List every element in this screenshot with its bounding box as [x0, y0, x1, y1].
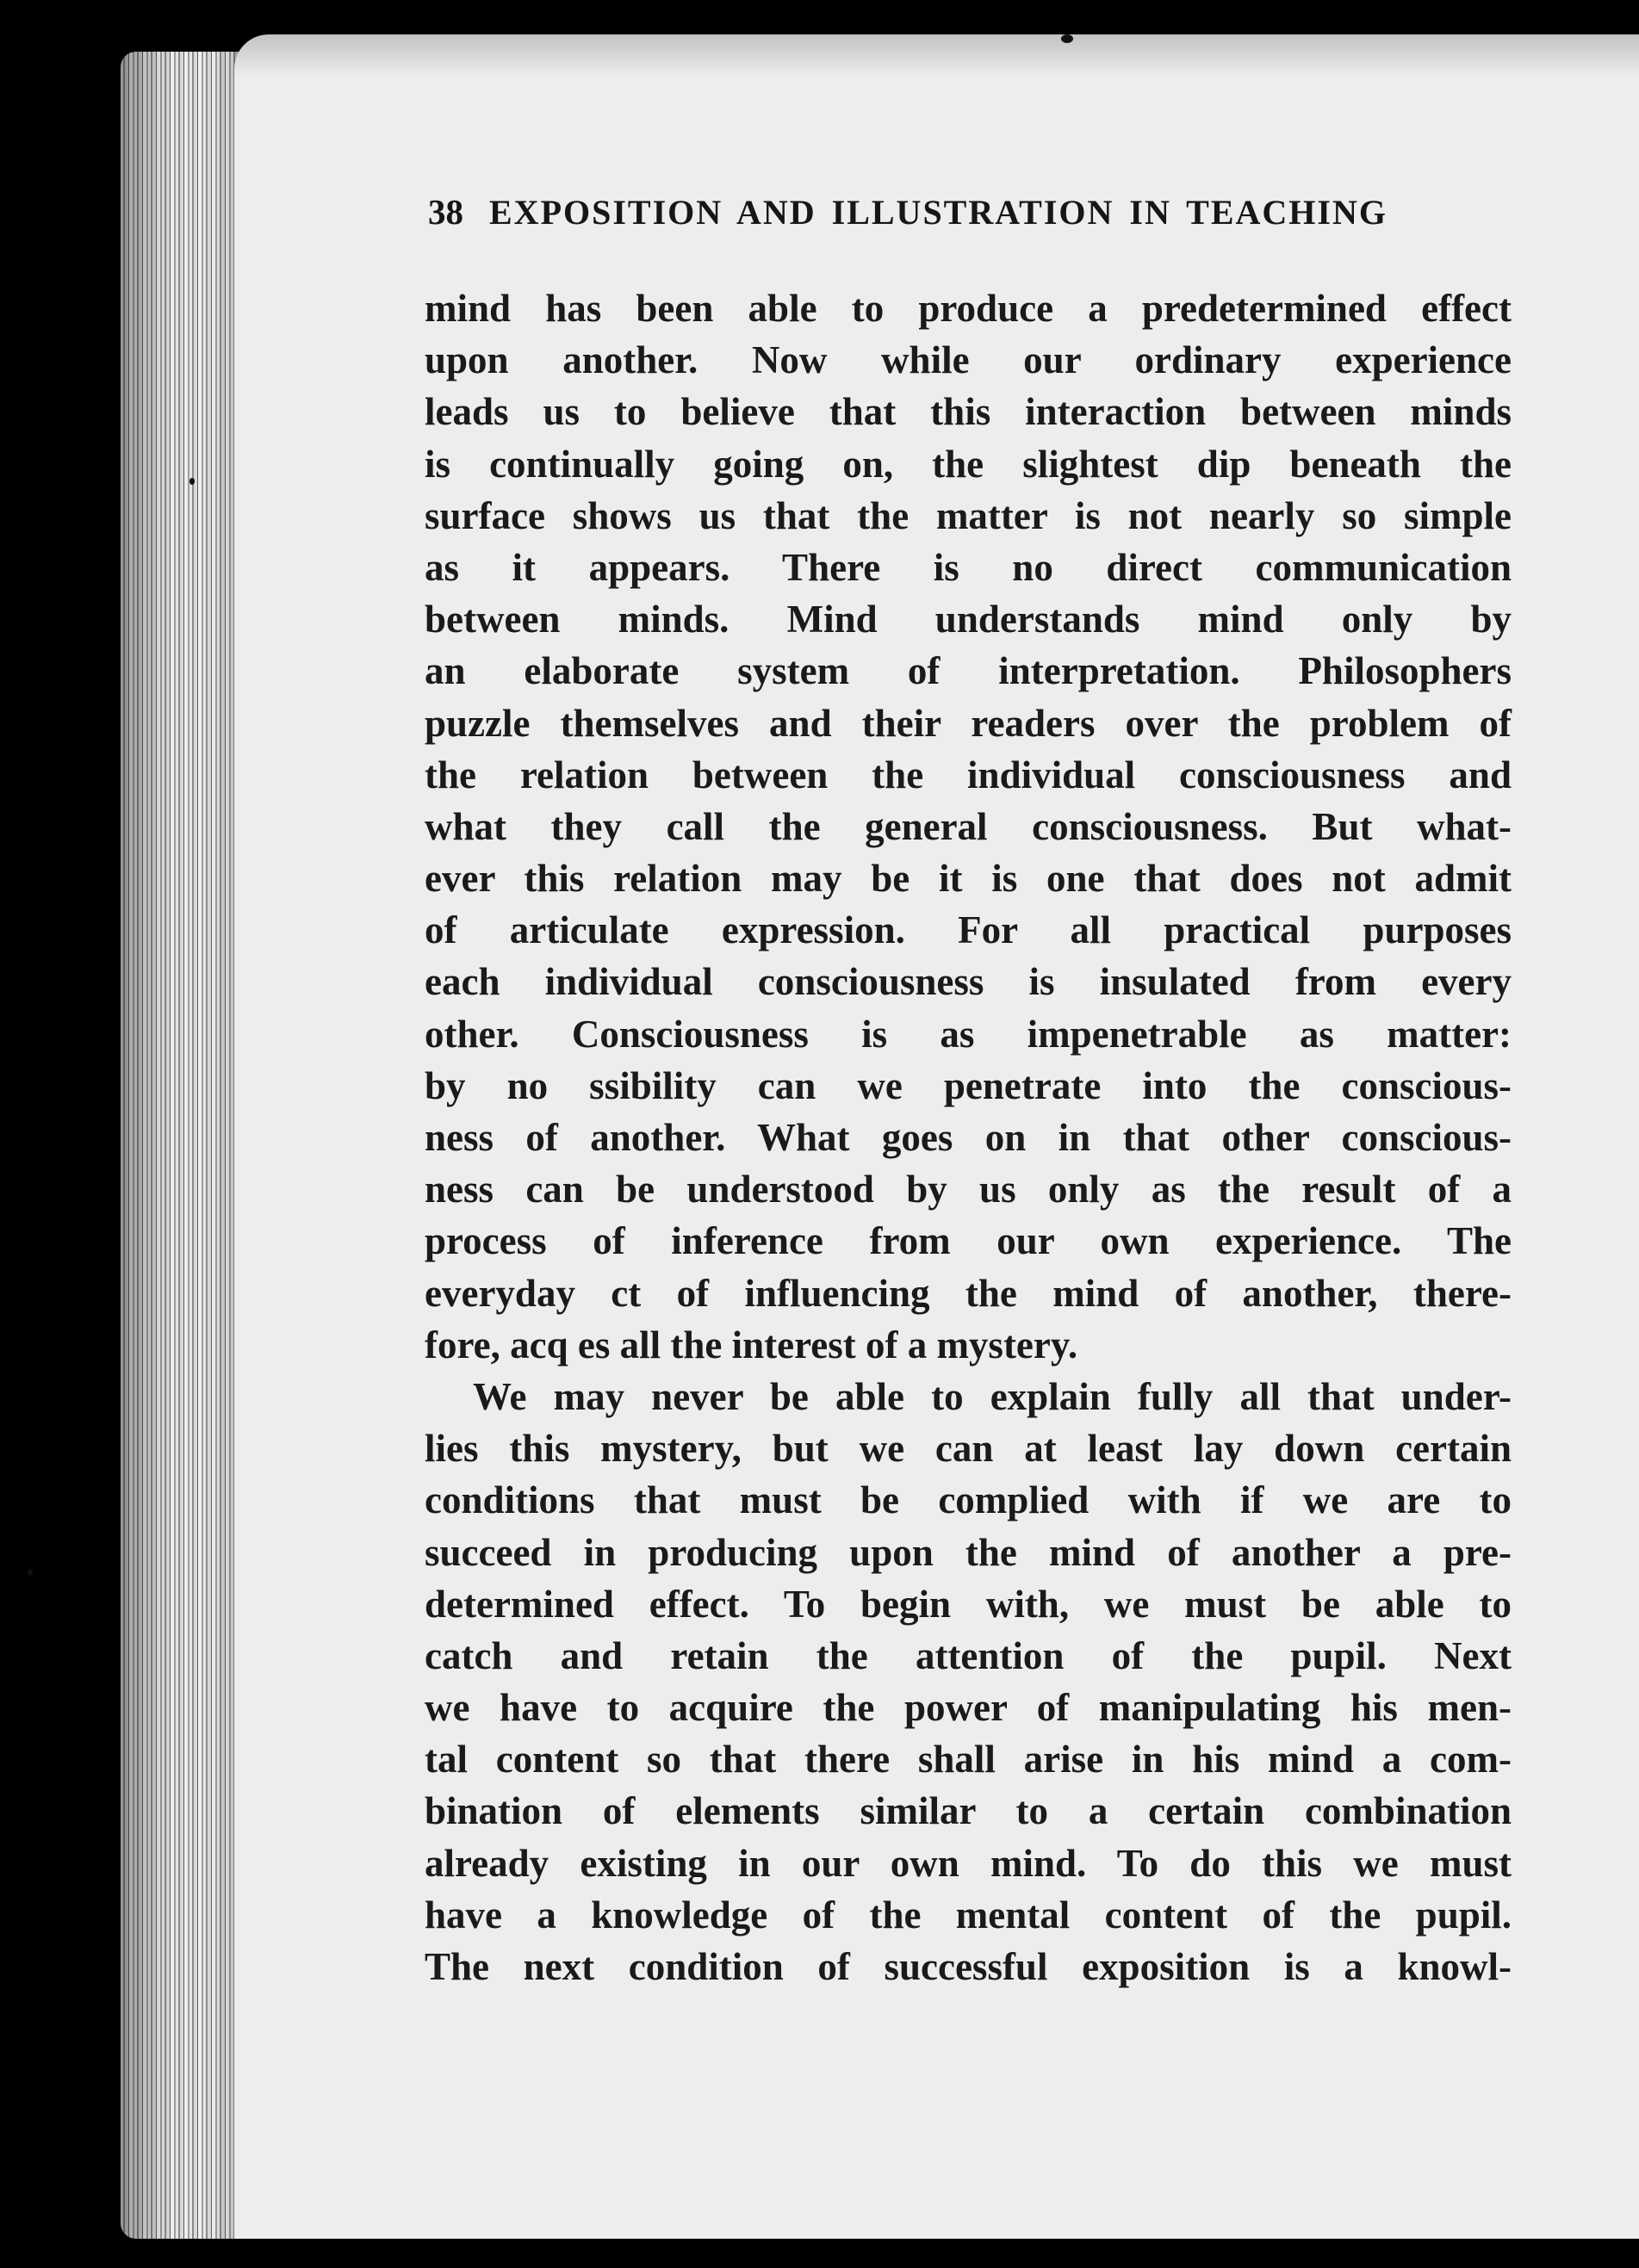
paragraph: [425, 1371, 1512, 1992]
text-line: an elaborate system of interpretation. Philosophers: [425, 649, 1512, 693]
text-line: leads us to believe that this interaction between minds: [425, 390, 1512, 434]
text-line: by no ssibility can we penetrate into the conscious-: [425, 1063, 1512, 1107]
page-number: 38: [428, 192, 463, 232]
text-line: bination of elements similar to a certain combination: [425, 1789, 1512, 1833]
text-line: the relation between the individual consciousness and: [425, 753, 1512, 796]
text-line: between minds. Mind understands mind only by: [425, 598, 1512, 641]
text-line: what they call the general consciousness. But what-: [425, 804, 1512, 848]
paragraph: [425, 282, 1512, 1371]
page-top-shadow: [234, 34, 1639, 77]
text-line: already existing in our own mind. To do this we must: [425, 1841, 1512, 1885]
text-line: of articulate expression. For all practical purposes: [425, 908, 1512, 952]
text-line: everyday ct of influencing the mind of another, there-: [425, 1271, 1512, 1315]
text-line: mind has been able to produce a predetermined effect: [425, 287, 1512, 330]
text-line: We may never be able to explain fully all that under-: [473, 1374, 1512, 1418]
scan-speck: [28, 1569, 33, 1576]
text-line: fore, acq es all the interest of a mystery.: [425, 1323, 1078, 1366]
text-line: surface shows us that the matter is not nearly so simple: [425, 493, 1512, 537]
text-line: The next condition of successful exposition is a knowl-: [425, 1945, 1512, 1988]
scan-speck: [189, 478, 195, 485]
text-line: puzzle themselves and their readers over the problem of: [425, 701, 1512, 745]
text-line: tal content so that there shall arise in his mind a com-: [425, 1738, 1512, 1782]
text-line: other. Consciousness is as impenetrable as matter:: [425, 1012, 1512, 1056]
text-line: conditions that must be complied with if we are to: [425, 1478, 1512, 1522]
page-edge-shading: [121, 52, 250, 2239]
text-line: catch and retain the attention of the pupil. Next: [425, 1633, 1512, 1677]
scan-speck: [1061, 34, 1073, 43]
text-line: upon another. Now while our ordinary experience: [425, 338, 1512, 382]
page-header: [428, 191, 1444, 243]
text-line: determined effect. To begin with, we must be able to: [425, 1582, 1512, 1626]
text-line: is continually going on, the slightest dip beneath the: [425, 442, 1512, 486]
text-line: as it appears. There is no direct communication: [425, 545, 1512, 589]
text-line: have a knowledge of the mental content of the pupil.: [425, 1893, 1512, 1936]
text-line: ness of another. What goes on in that other conscious-: [425, 1116, 1512, 1159]
running-head: EXPOSITION AND ILLUSTRATION IN TEACHING: [489, 193, 1388, 232]
text-line: ness can be understood by us only as the result of a: [425, 1168, 1512, 1211]
body-text: [425, 282, 1512, 1992]
text-line: succeed in producing upon the mind of another a pre-: [425, 1530, 1512, 1574]
text-line: each individual consciousness is insulated from every: [425, 960, 1512, 1004]
text-line: lies this mystery, but we can at least lay down certain: [425, 1427, 1512, 1471]
text-line: we have to acquire the power of manipulating his men-: [425, 1686, 1512, 1730]
text-line: process of inference from our own experience. The: [425, 1219, 1512, 1263]
text-line: ever this relation may be it is one that does not admit: [425, 857, 1512, 901]
